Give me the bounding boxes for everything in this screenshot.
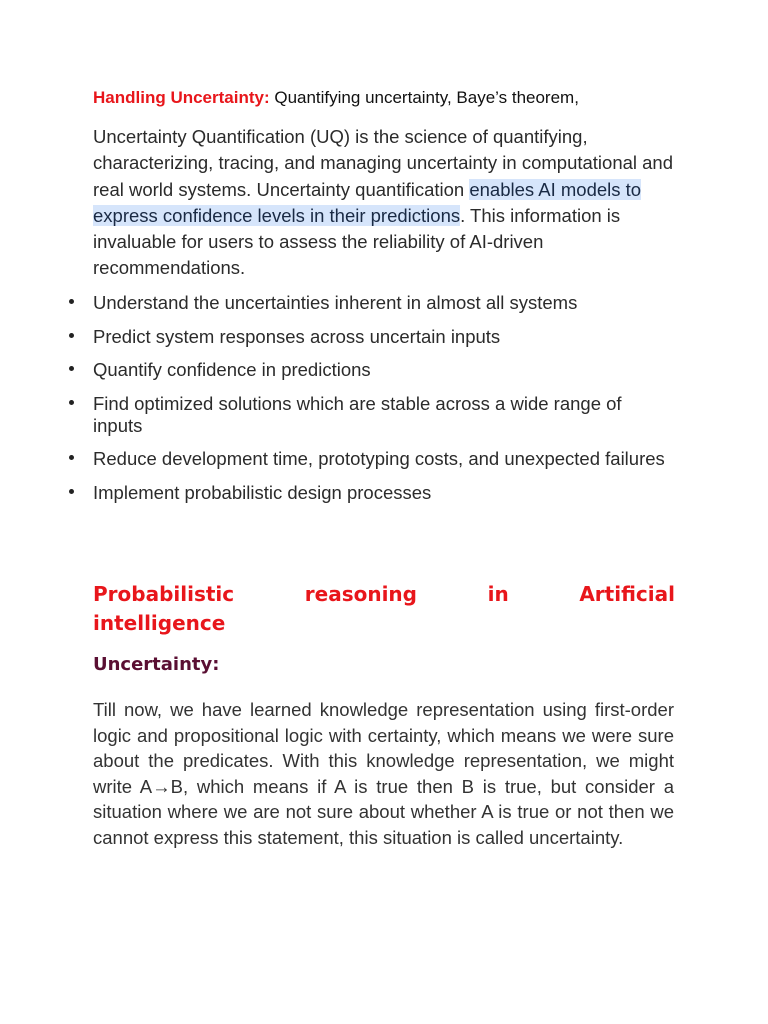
list-item <box>65 448 675 470</box>
bullet-icon <box>69 366 74 371</box>
list-item-text: Implement probabilistic design processes <box>93 481 432 503</box>
list-item <box>65 326 675 348</box>
uq-benefits-list <box>65 292 675 515</box>
bullet-icon <box>69 400 74 405</box>
section-title <box>93 580 675 638</box>
uncertainty-subheading: Uncertainty: <box>93 654 220 675</box>
list-item <box>65 359 675 381</box>
list-item-text: Quantify confidence in predictions <box>93 359 371 380</box>
list-item <box>65 393 675 437</box>
title-word: Probabilistic <box>93 582 235 606</box>
section-title-line2: intelligence <box>93 611 226 635</box>
bullet-icon <box>69 455 74 460</box>
title-word: reasoning <box>304 582 417 606</box>
list-item <box>65 292 675 314</box>
intro-text-start: Uncertainty Quantification (UQ) is the science of quantifying, characterizing, tracing, and managing uncertainty in computational and real world systems. Uncertainty quantification <box>93 126 674 200</box>
list-item <box>65 482 675 504</box>
list-item-text: Understand the uncertainties inherent in almost all systems <box>93 292 578 313</box>
intro-text-end: . This information is invaluable for users to assess the reliability of AI-driven recommendations. <box>93 204 621 279</box>
intro-paragraph <box>93 124 673 282</box>
title-word: Artificial <box>579 582 675 606</box>
list-item-text: Predict system responses across uncertain inputs <box>93 325 501 347</box>
topic-heading <box>93 88 693 108</box>
topic-list: Quantifying uncertainty, Baye’s theorem, <box>269 88 579 107</box>
uncertainty-paragraph: Till now, we have learned knowledge representation using first-order logic and propositional logic with certainty, which means we were sure about the predicates. With this knowledge representation, we might write A→B, which means if A is true then B is true, but consider a situation where we are not sure about whether A is true or not then we cannot express this statement, this situation is called uncertainty. <box>93 699 674 848</box>
list-item-text: Find optimized solutions which are stable across a wide range of inputs <box>93 392 622 436</box>
topic-label: Handling Uncertainty: <box>93 88 270 107</box>
bullet-icon <box>69 489 74 494</box>
title-word: in <box>487 582 509 606</box>
highlighted-text: enables AI models to express confidence levels in their predictions <box>93 178 642 226</box>
list-item-text: Reduce development time, prototyping costs, and unexpected failures <box>93 448 665 469</box>
bullet-icon <box>69 299 74 304</box>
bullet-icon <box>69 333 74 338</box>
section-title-line1 <box>93 580 675 609</box>
